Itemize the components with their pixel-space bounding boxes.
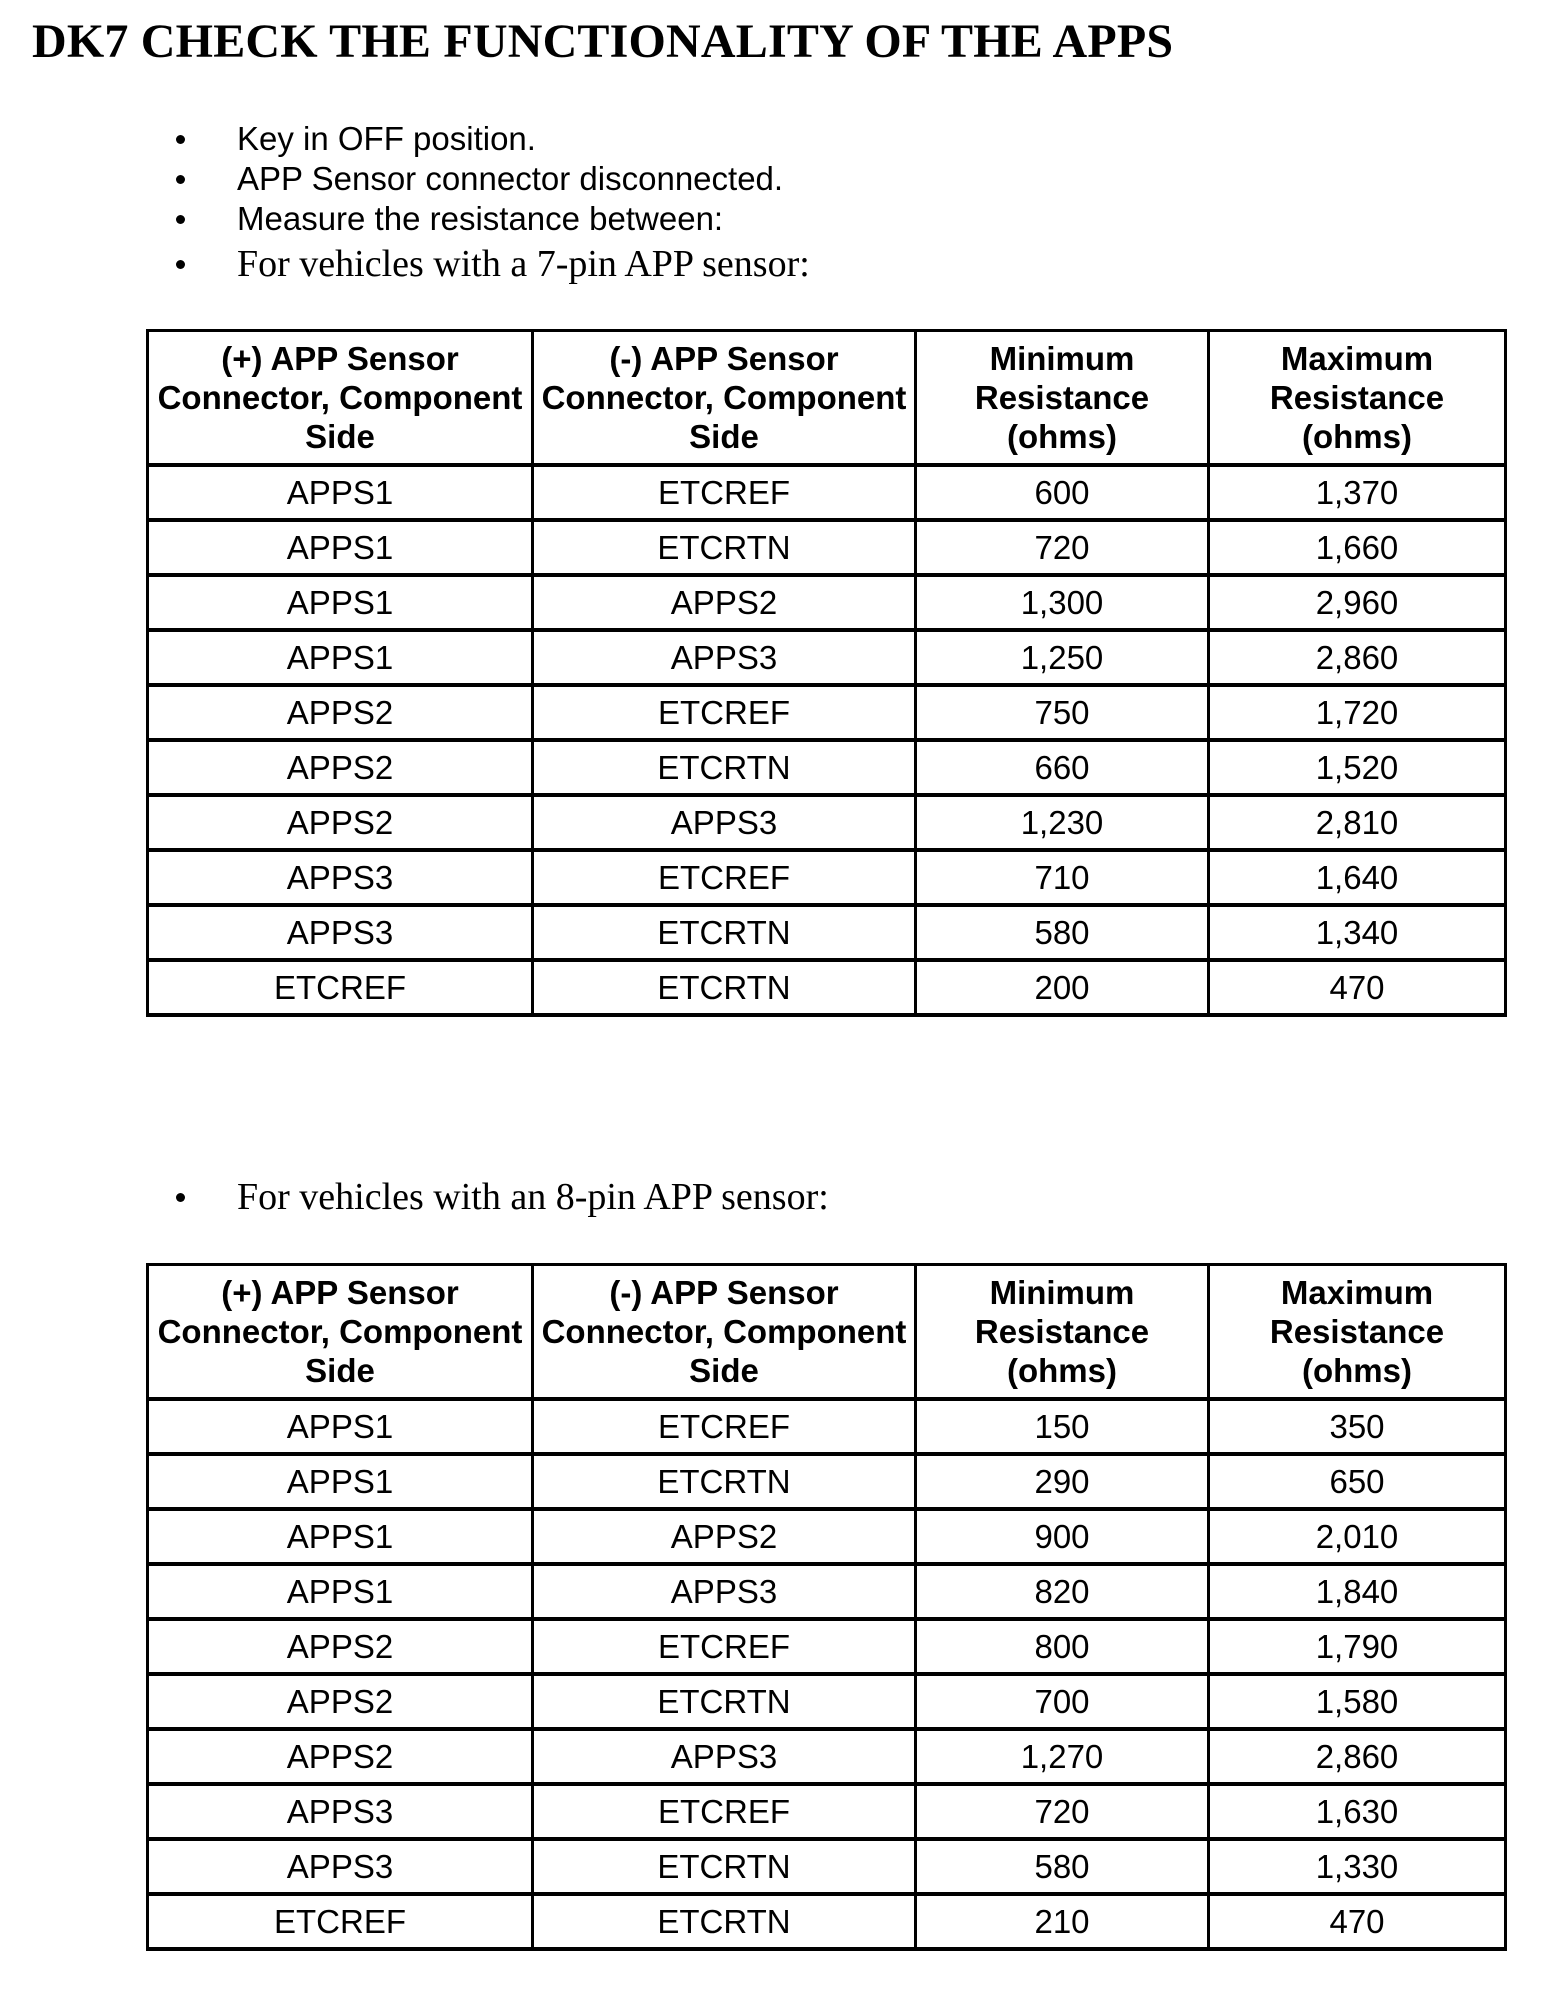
- table-row: [148, 1619, 1506, 1674]
- table-header-row: [148, 1265, 1506, 1400]
- cell-min-resistance: 290: [916, 1454, 1209, 1509]
- cell-min-resistance: 720: [916, 1784, 1209, 1839]
- cell-max-resistance: 1,840: [1209, 1564, 1506, 1619]
- cell-min-resistance: 660: [916, 740, 1209, 795]
- cell-positive-pin: ETCREF: [148, 960, 533, 1015]
- table-row: [148, 1564, 1506, 1619]
- cell-positive-pin: APPS1: [148, 575, 533, 630]
- table-row: [148, 1729, 1506, 1784]
- bullet-icon: [176, 1193, 185, 1202]
- cell-max-resistance: 1,330: [1209, 1839, 1506, 1894]
- table-row: [148, 1509, 1506, 1564]
- table-row: [148, 1839, 1506, 1894]
- table-row: [148, 520, 1506, 575]
- cell-min-resistance: 700: [916, 1674, 1209, 1729]
- cell-max-resistance: 2,810: [1209, 795, 1506, 850]
- cell-positive-pin: APPS1: [148, 1564, 533, 1619]
- cell-negative-pin: APPS2: [533, 1509, 916, 1564]
- cell-max-resistance: 1,340: [1209, 905, 1506, 960]
- cell-max-resistance: 1,640: [1209, 850, 1506, 905]
- column-header-minus: (-) APP Sensor Connector, Component Side: [533, 331, 916, 466]
- cell-negative-pin: ETCREF: [533, 1619, 916, 1674]
- cell-max-resistance: 2,860: [1209, 1729, 1506, 1784]
- table-header-row: [148, 331, 1506, 466]
- cell-min-resistance: 210: [916, 1894, 1209, 1949]
- column-header-plus: (+) APP Sensor Connector, Component Side: [148, 331, 533, 466]
- column-header-max: Maximum Resistance (ohms): [1209, 331, 1506, 466]
- table-row: [148, 465, 1506, 520]
- cell-min-resistance: 800: [916, 1619, 1209, 1674]
- cell-negative-pin: APPS3: [533, 630, 916, 685]
- page-title: DK7 CHECK THE FUNCTIONALITY OF THE APPS: [32, 15, 1174, 68]
- column-header-max: Maximum Resistance (ohms): [1209, 1265, 1506, 1400]
- table-row: [148, 575, 1506, 630]
- cell-positive-pin: APPS1: [148, 465, 533, 520]
- cell-negative-pin: ETCRTN: [533, 905, 916, 960]
- list-item-text: APP Sensor connector disconnected.: [237, 160, 784, 197]
- list-item-text: For vehicles with a 7-pin APP sensor:: [237, 243, 810, 285]
- cell-max-resistance: 2,860: [1209, 630, 1506, 685]
- cell-positive-pin: APPS1: [148, 630, 533, 685]
- table-row: [148, 960, 1506, 1015]
- cell-max-resistance: 470: [1209, 960, 1506, 1015]
- cell-min-resistance: 710: [916, 850, 1209, 905]
- list-item-text: Measure the resistance between:: [237, 200, 724, 237]
- list-item-text: Key in OFF position.: [237, 120, 536, 157]
- cell-positive-pin: APPS2: [148, 1674, 533, 1729]
- cell-negative-pin: ETCREF: [533, 850, 916, 905]
- cell-max-resistance: 1,630: [1209, 1784, 1506, 1839]
- cell-min-resistance: 720: [916, 520, 1209, 575]
- cell-min-resistance: 1,250: [916, 630, 1209, 685]
- cell-max-resistance: 2,960: [1209, 575, 1506, 630]
- cell-positive-pin: APPS3: [148, 1839, 533, 1894]
- cell-max-resistance: 1,660: [1209, 520, 1506, 575]
- cell-min-resistance: 750: [916, 685, 1209, 740]
- cell-negative-pin: APPS3: [533, 795, 916, 850]
- cell-max-resistance: 1,790: [1209, 1619, 1506, 1674]
- column-header-min: Minimum Resistance (ohms): [916, 331, 1209, 466]
- cell-positive-pin: APPS1: [148, 1509, 533, 1564]
- cell-positive-pin: APPS3: [148, 850, 533, 905]
- cell-negative-pin: ETCREF: [533, 1399, 916, 1454]
- bullet-icon: [176, 175, 185, 184]
- cell-min-resistance: 820: [916, 1564, 1209, 1619]
- table-row: [148, 795, 1506, 850]
- cell-negative-pin: ETCRTN: [533, 960, 916, 1015]
- table-row: [148, 850, 1506, 905]
- cell-negative-pin: ETCRTN: [533, 1674, 916, 1729]
- cell-max-resistance: 1,720: [1209, 685, 1506, 740]
- cell-min-resistance: 580: [916, 1839, 1209, 1894]
- cell-min-resistance: 1,300: [916, 575, 1209, 630]
- table-row: [148, 685, 1506, 740]
- cell-negative-pin: ETCRTN: [533, 1454, 916, 1509]
- cell-negative-pin: ETCRTN: [533, 1894, 916, 1949]
- cell-min-resistance: 150: [916, 1399, 1209, 1454]
- cell-negative-pin: ETCRTN: [533, 520, 916, 575]
- column-header-minus: (-) APP Sensor Connector, Component Side: [533, 1265, 916, 1400]
- cell-min-resistance: 200: [916, 960, 1209, 1015]
- table-row: [148, 1399, 1506, 1454]
- table-row: [148, 630, 1506, 685]
- cell-positive-pin: APPS1: [148, 1454, 533, 1509]
- bullet-icon: [176, 135, 185, 144]
- cell-positive-pin: APPS3: [148, 905, 533, 960]
- cell-positive-pin: APPS2: [148, 1619, 533, 1674]
- cell-max-resistance: 1,520: [1209, 740, 1506, 795]
- table-row: [148, 1674, 1506, 1729]
- cell-positive-pin: APPS2: [148, 685, 533, 740]
- resistance-table-7pin: [146, 329, 1507, 1017]
- bullet-icon: [176, 260, 185, 269]
- cell-negative-pin: ETCREF: [533, 465, 916, 520]
- table-row: [148, 740, 1506, 795]
- table-row: [148, 1894, 1506, 1949]
- cell-min-resistance: 600: [916, 465, 1209, 520]
- cell-negative-pin: ETCREF: [533, 685, 916, 740]
- cell-max-resistance: 2,010: [1209, 1509, 1506, 1564]
- cell-negative-pin: ETCRTN: [533, 740, 916, 795]
- cell-min-resistance: 1,270: [916, 1729, 1209, 1784]
- cell-positive-pin: APPS1: [148, 1399, 533, 1454]
- cell-max-resistance: 350: [1209, 1399, 1506, 1454]
- column-header-min: Minimum Resistance (ohms): [916, 1265, 1209, 1400]
- cell-negative-pin: APPS2: [533, 575, 916, 630]
- cell-negative-pin: APPS3: [533, 1564, 916, 1619]
- bullet-icon: [176, 215, 185, 224]
- cell-max-resistance: 470: [1209, 1894, 1506, 1949]
- cell-positive-pin: ETCREF: [148, 1894, 533, 1949]
- cell-max-resistance: 650: [1209, 1454, 1506, 1509]
- cell-min-resistance: 580: [916, 905, 1209, 960]
- column-header-plus: (+) APP Sensor Connector, Component Side: [148, 1265, 533, 1400]
- list-item-text: For vehicles with an 8-pin APP sensor:: [237, 1176, 829, 1218]
- cell-negative-pin: ETCRTN: [533, 1839, 916, 1894]
- cell-min-resistance: 900: [916, 1509, 1209, 1564]
- resistance-table-8pin: [146, 1263, 1507, 1951]
- cell-positive-pin: APPS1: [148, 520, 533, 575]
- table-row: [148, 1454, 1506, 1509]
- cell-negative-pin: ETCREF: [533, 1784, 916, 1839]
- cell-min-resistance: 1,230: [916, 795, 1209, 850]
- cell-positive-pin: APPS2: [148, 1729, 533, 1784]
- cell-positive-pin: APPS3: [148, 1784, 533, 1839]
- cell-max-resistance: 1,370: [1209, 465, 1506, 520]
- cell-positive-pin: APPS2: [148, 740, 533, 795]
- table-row: [148, 905, 1506, 960]
- cell-negative-pin: APPS3: [533, 1729, 916, 1784]
- table-row: [148, 1784, 1506, 1839]
- cell-max-resistance: 1,580: [1209, 1674, 1506, 1729]
- cell-positive-pin: APPS2: [148, 795, 533, 850]
